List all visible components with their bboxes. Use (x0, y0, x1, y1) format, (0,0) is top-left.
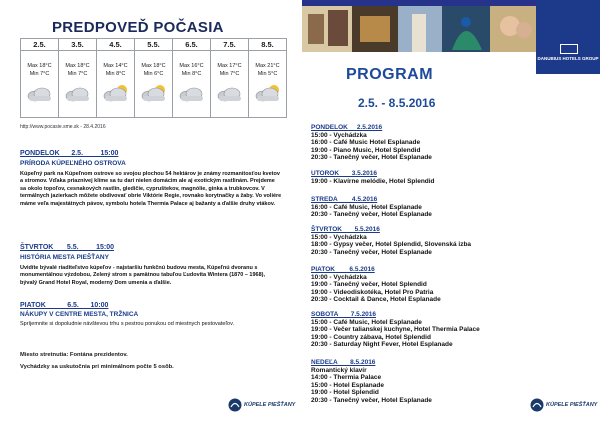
header-bar (302, 0, 536, 6)
forecast-max: Max 18°C (27, 63, 52, 69)
program-event: 19:00 - Country zábava, Hotel Splendid (311, 333, 431, 341)
program-day-heading: ŠTVRTOK 5.5.2016 (311, 226, 380, 233)
forecast-min: Min 8°C (105, 71, 126, 77)
forecast-date: 2.5. (21, 39, 59, 51)
forecast-date: 6.5. (173, 39, 211, 51)
program-event: 20:30 - Saturday Night Fever, Hotel Esplanade (311, 341, 453, 349)
program-event: 20:30 - Tanečný večer, Hotel Esplanade (311, 248, 432, 256)
forecast-cell (59, 51, 97, 118)
program-event: 20:30 - Tanečný večer, Hotel Esplanade (311, 396, 432, 404)
program-event: 10:00 - Vychádzka (311, 274, 367, 281)
sun-cloud-icon (139, 82, 169, 104)
program-event: 16:00 - Café Music Hotel Esplanade (311, 139, 421, 147)
forecast-date: 8.5. (249, 39, 287, 51)
thursday-title: HISTÓRIA MESTA PIEŠŤANY (20, 254, 109, 261)
meeting-point: Miesto stretnutia: Fontána prezidentov. (20, 352, 128, 358)
sun-cloud-icon (101, 82, 131, 104)
thursday-heading: ŠTVRTOK 5.5. 15:00 (20, 244, 115, 251)
program-day-heading: NEDEĽA 8.5.2016 (311, 359, 376, 366)
program-event: 18:00 - Gypsy večer, Hotel Splendid, Slovenská izba (311, 241, 472, 249)
forecast-source: http://www.pocasie.sme.sk - 28.4.2016 (20, 124, 106, 130)
forecast-max: Max 18°C (141, 63, 166, 69)
forecast-max: Max 14°C (103, 63, 128, 69)
danubius-logo-icon (560, 44, 578, 54)
program-day-heading: PONDELOK 2.5.2016 (311, 124, 383, 131)
cloud-icon (63, 82, 93, 104)
program-event: 15:00 - Hotel Esplanade (311, 381, 384, 389)
kupele-logo-text: KÚPELE PIEŠŤANY (244, 402, 296, 408)
program-event: 15:00 - Vychádzka (311, 234, 367, 241)
program-event: 20:30 - Tanečný večer, Hotel Esplanade (311, 154, 432, 162)
program-title: PROGRAM (346, 66, 434, 83)
program-event: 19:00 - Hotel Splendid (311, 389, 379, 397)
cloud-icon (215, 82, 245, 104)
forecast-cell (97, 51, 135, 118)
sun-cloud-icon (253, 82, 283, 104)
forecast-min: Min 6°C (143, 71, 164, 77)
program-dates: 2.5. - 8.5.2016 (358, 96, 436, 110)
brand-box (536, 0, 600, 74)
program-event: 19:00 - Videodiskotéka, Hotel Pro Patria (311, 288, 434, 296)
forecast-date: 5.5. (135, 39, 173, 51)
forecast-max: Max 18°C (65, 63, 90, 69)
thursday-text: Uvidíte bývalé riaditeľstvo kúpeľov - najstaršiu funkčnú budovu mesta, Kúpeľnú dvoranu s monumentálnou výzdobou, Zelený strom s pamätnou tabuľou Ľudovíta Wintera (1870 – 1968), bývalý Grand Hotel Royal, moderný Dom umenia a ďalšie. (20, 265, 266, 286)
forecast-min: Min 7°C (67, 71, 88, 77)
program-day-heading: PIATOK 6.5.2016 (311, 266, 375, 273)
program-event: 14:00 - Thermia Palace (311, 374, 382, 382)
forecast-cell (249, 51, 287, 118)
forecast-date: 3.5. (59, 39, 97, 51)
brand-text: DANUBIUS HOTELS GROUP (537, 56, 599, 61)
program-event: 19:00 - Piano Music, Hotel Splendid (311, 146, 421, 154)
forecast-date: 4.5. (97, 39, 135, 51)
walk-note: Vychádzky sa uskutočnia pri minimálnom počte 5 osôb. (20, 364, 174, 370)
monday-text: Kúpeľný park na Kúpeľnom ostrove so svojou plochou 54 hektárov je známy rozmanitosťou kvetov a stromov. Vďaka priaznivej klíme sa tu darí nielen domácim ale aj exotickým rastlinám. Prejdeme sa okolo topoľov, cesnakových rastlín, gledičie, cypruštekov, magnólie, ginka a trubkovcov. V termálnych jazierkach môžete obdivovať obrie Viktórie Regie, rovnako korytnačky a žaby. Vo voliére máme veľa majestátnych pávov, symbolu hotela Thermia Palace aj bažanty a ďalšie druhy vtákov. (20, 171, 282, 207)
right-column (302, 0, 600, 424)
cloud-icon (25, 82, 55, 104)
monday-title: PRÍRODA KÚPEĽNÉHO OSTROVA (20, 160, 126, 167)
forecast-cell (21, 51, 59, 118)
program-event: Romantický klavír (311, 367, 367, 374)
forecast-date: 7.5. (211, 39, 249, 51)
friday-title: NÁKUPY V CENTRE MESTA, TRŽNICA (20, 311, 139, 318)
forecast-max: Max 17°C (217, 63, 242, 69)
program-day-heading: UTOROK 3.5.2016 (311, 170, 377, 177)
forecast-min: Min 7°C (29, 71, 50, 77)
cloud-icon (177, 82, 207, 104)
kupele-logo-icon (228, 398, 242, 412)
program-event: 16:00 - Café Music, Hotel Esplanade (311, 204, 422, 211)
forecast-max: Max 21°C (255, 63, 280, 69)
program-event: 20:30 - Tanečný večer, Hotel Esplanade (311, 211, 432, 219)
forecast-cell (211, 51, 249, 118)
forecast-cell (173, 51, 211, 118)
program-day-heading: SOBOTA 7.5.2016 (311, 311, 377, 318)
forecast-min: Min 7°C (219, 71, 240, 77)
friday-text: Spríjemnite si dopoludnie návštevou trhu s pestrou ponukou od miestnych pestovateľov. (20, 321, 234, 327)
forecast-min: Min 8°C (181, 71, 202, 77)
program-event: 19:00 - Klavírne melódie, Hotel Splendid (311, 178, 435, 185)
program-event: 15:00 - Café Music, Hotel Esplanade (311, 319, 422, 326)
forecast-max: Max 16°C (179, 63, 204, 69)
program-event: 20:30 - Cocktail & Dance, Hotel Esplanade (311, 296, 441, 304)
forecast-title: PREDPOVEĎ POČASIA (52, 19, 224, 36)
program-day-heading: STREDA 4.5.2016 (311, 196, 378, 203)
program-event: 15:00 - Vychádzka (311, 132, 367, 139)
forecast-cell (135, 51, 173, 118)
program-event: 19:00 - Večer talianskej kuchyne, Hotel Thermia Palace (311, 326, 480, 334)
forecast-min: Min 5°C (257, 71, 278, 77)
forecast-table (20, 38, 287, 118)
program-event: 19:00 - Tanečný večer, Hotel Splendid (311, 281, 427, 289)
friday-heading: PIATOK 6.5. 10:00 (20, 302, 109, 309)
monday-heading: PONDELOK 2.5. 15:00 (20, 150, 119, 157)
kupele-logo-icon (530, 398, 544, 412)
kupele-logo-text: KÚPELE PIEŠŤANY (546, 402, 598, 408)
